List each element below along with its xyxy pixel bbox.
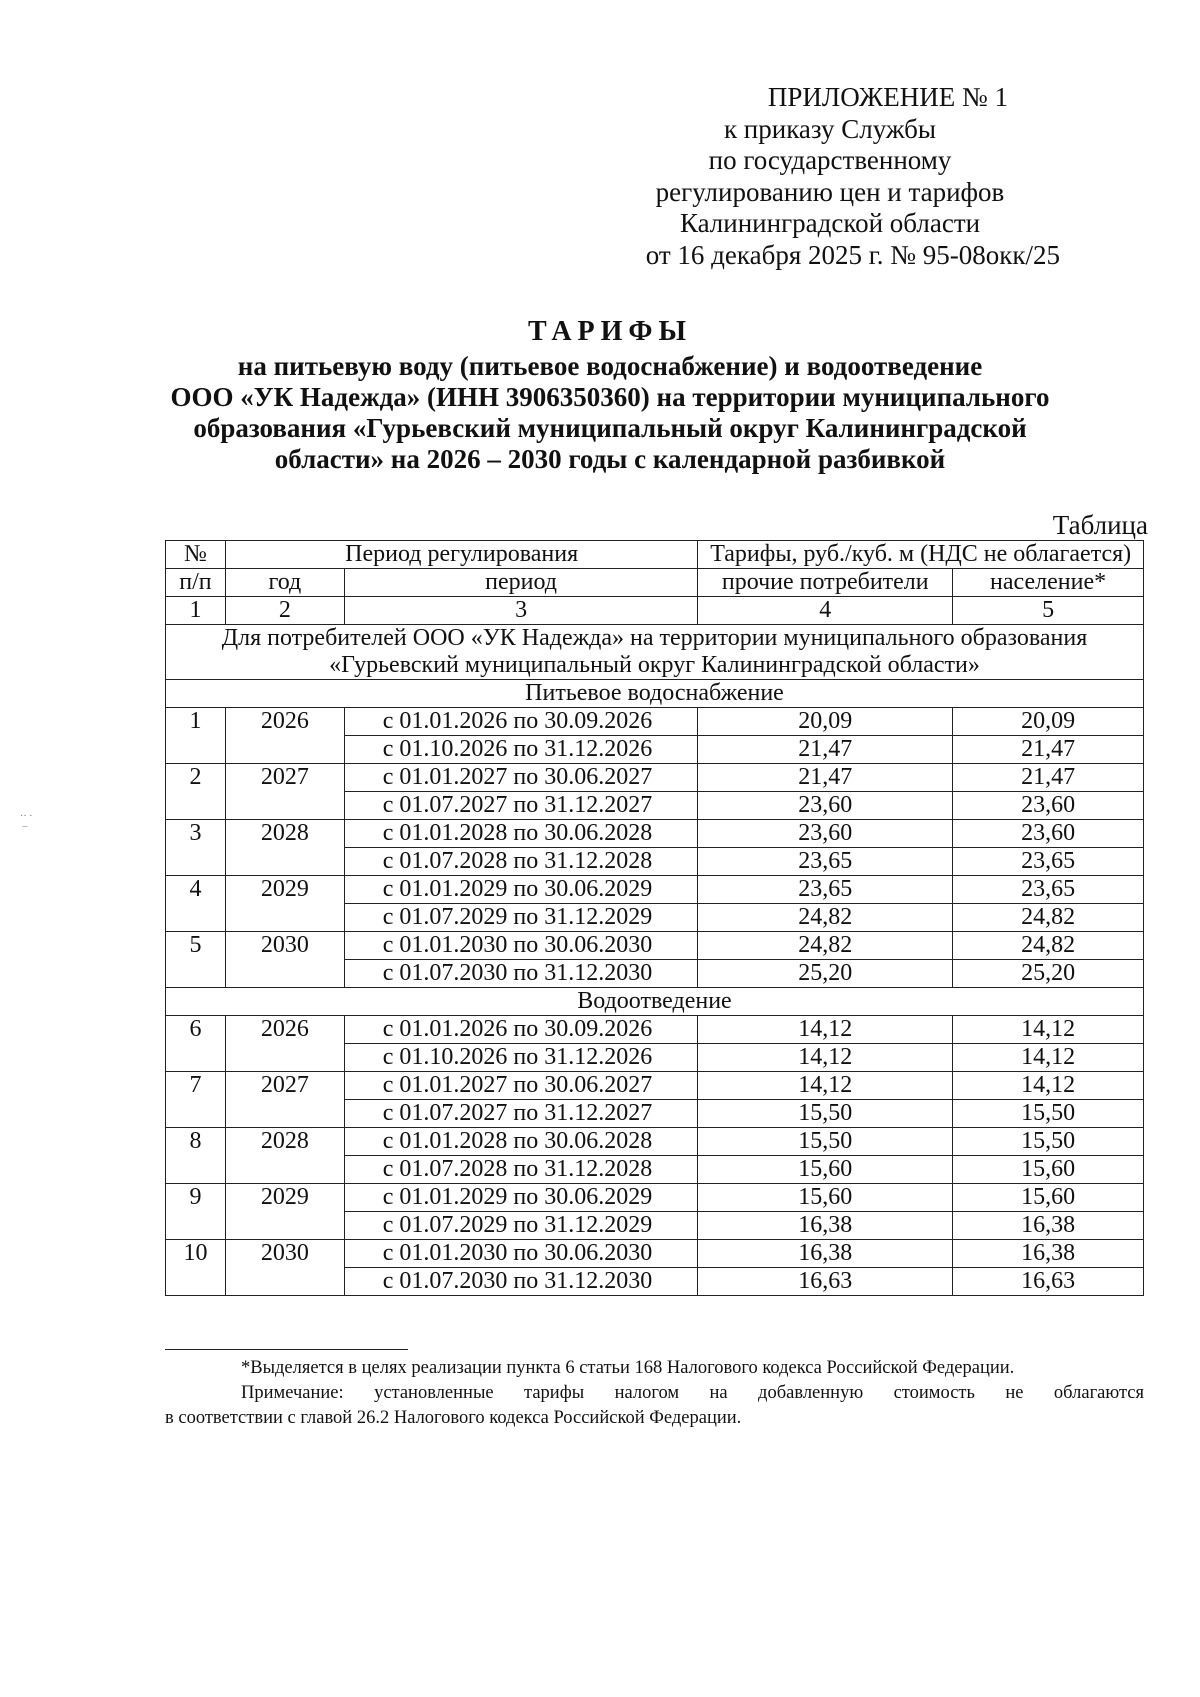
- table-row: [166, 932, 1144, 960]
- tariff-population: 16,38: [953, 1212, 1144, 1240]
- row-number: 5: [166, 932, 226, 988]
- order-date: от 16 декабря 2025 г. № 95-08окк/25: [645, 239, 1060, 270]
- tariff-population: 16,38: [953, 1240, 1144, 1268]
- table-row: [166, 764, 1144, 792]
- header-period-group: Период регулирования: [225, 541, 697, 569]
- row-period: с 01.01.2026 по 30.09.2026: [344, 708, 698, 736]
- tariff-other: 15,60: [698, 1156, 953, 1184]
- row-number: 10: [166, 1240, 226, 1296]
- tariff-population: 20,09: [953, 708, 1144, 736]
- row-period: с 01.01.2026 по 30.09.2026: [344, 1016, 698, 1044]
- tariff-other: 15,50: [698, 1100, 953, 1128]
- row-period: с 01.07.2030 по 31.12.2030: [344, 1268, 698, 1296]
- section-row: [166, 680, 1144, 708]
- row-period: с 01.10.2026 по 31.12.2026: [344, 736, 698, 764]
- table-caption: Таблица: [1052, 510, 1148, 540]
- row-year: 2026: [225, 708, 344, 764]
- tariff-population: 21,47: [953, 764, 1144, 792]
- header-num-2: п/п: [166, 569, 226, 597]
- table-row: [166, 1016, 1144, 1044]
- title-heading: ТАРИФЫ: [528, 316, 692, 347]
- tariff-population: 15,50: [953, 1128, 1144, 1156]
- row-period: с 01.07.2029 по 31.12.2029: [344, 1212, 698, 1240]
- tariff-other: 23,60: [698, 820, 953, 848]
- row-year: 2028: [225, 1128, 344, 1184]
- section-wastewater: Водоотведение: [166, 988, 1144, 1016]
- header-period: период: [344, 569, 698, 597]
- row-period: с 01.01.2030 по 30.06.2030: [344, 932, 698, 960]
- header-other-consumers: прочие потребители: [698, 569, 953, 597]
- row-period: с 01.07.2029 по 31.12.2029: [344, 904, 698, 932]
- row-number: 3: [166, 820, 226, 876]
- title-line: образования «Гурьевский муниципальный округ Калининградской: [193, 413, 1027, 443]
- tariff-population: 16,63: [953, 1268, 1144, 1296]
- tariff-other: 25,20: [698, 960, 953, 988]
- tariff-population: 23,60: [953, 820, 1144, 848]
- tariff-other: 23,65: [698, 876, 953, 904]
- table-row: [166, 708, 1144, 736]
- row-year: 2029: [225, 1184, 344, 1240]
- row-year: 2030: [225, 932, 344, 988]
- title-line: на питьевую воду (питьевое водоснабжение) и водоотведение: [237, 351, 983, 381]
- column-number: 3: [344, 597, 698, 625]
- notes-block: [165, 1356, 1144, 1431]
- header-population: население*: [953, 569, 1144, 597]
- tariff-other: 14,12: [698, 1016, 953, 1044]
- tariff-other: 23,65: [698, 848, 953, 876]
- appendix-line: по государственному: [708, 145, 952, 175]
- tariff-population: 15,50: [953, 1100, 1144, 1128]
- tariff-other: 24,82: [698, 932, 953, 960]
- column-number: 4: [698, 597, 953, 625]
- row-number: 8: [166, 1128, 226, 1184]
- footnote: *Выделяется в целях реализации пункта 6 статьи 168 Налогового кодекса Российской Федерации.: [241, 1358, 1015, 1378]
- tariff-other: 21,47: [698, 764, 953, 792]
- tariff-other: 20,09: [698, 708, 953, 736]
- table-row: [166, 876, 1144, 904]
- row-year: 2027: [225, 1072, 344, 1128]
- header-year: год: [225, 569, 344, 597]
- tariff-other: 15,50: [698, 1128, 953, 1156]
- tariff-population: 21,47: [953, 736, 1144, 764]
- tariff-other: 15,60: [698, 1184, 953, 1212]
- row-period: с 01.07.2027 по 31.12.2027: [344, 792, 698, 820]
- footnote-divider: [165, 1349, 408, 1350]
- scope-line: Для потребителей ООО «УК Надежда» на территории муниципального образования: [221, 625, 1088, 651]
- tariff-population: 24,82: [953, 904, 1144, 932]
- tariff-other: 14,12: [698, 1044, 953, 1072]
- section-water-supply: Питьевое водоснабжение: [166, 680, 1144, 708]
- column-number: 2: [225, 597, 344, 625]
- tariff-other: 24,82: [698, 904, 953, 932]
- scope-line: «Гурьевский муниципальный округ Калининградской области»: [329, 652, 980, 678]
- column-number-row: [166, 597, 1144, 625]
- row-year: 2029: [225, 876, 344, 932]
- row-period: с 01.10.2026 по 31.12.2026: [344, 1044, 698, 1072]
- row-period: с 01.01.2030 по 30.06.2030: [344, 1240, 698, 1268]
- row-number: 7: [166, 1072, 226, 1128]
- row-period: с 01.07.2027 по 31.12.2027: [344, 1100, 698, 1128]
- appendix-number: ПРИЛОЖЕНИЕ № 1: [767, 82, 1008, 112]
- table-row: [166, 820, 1144, 848]
- tariff-other: 16,63: [698, 1268, 953, 1296]
- scope-row: [166, 625, 1144, 680]
- row-year: 2028: [225, 820, 344, 876]
- tariff-population: 23,65: [953, 848, 1144, 876]
- tariff-population: 23,60: [953, 792, 1144, 820]
- scan-speck: ·· · –: [20, 811, 33, 832]
- row-year: 2027: [225, 764, 344, 820]
- tariff-population: 14,12: [953, 1072, 1144, 1100]
- tariff-population: 14,12: [953, 1044, 1144, 1072]
- column-number: 1: [166, 597, 226, 625]
- row-number: 2: [166, 764, 226, 820]
- row-period: с 01.07.2030 по 31.12.2030: [344, 960, 698, 988]
- row-period: с 01.01.2029 по 30.06.2029: [344, 1184, 698, 1212]
- row-period: с 01.01.2029 по 30.06.2029: [344, 876, 698, 904]
- section-row: [166, 988, 1144, 1016]
- row-period: с 01.01.2027 по 30.06.2027: [344, 764, 698, 792]
- header-row: [166, 541, 1144, 569]
- remark-line: Примечание: установленные тарифы налогом на добавленную стоимость не облагаются: [241, 1383, 1144, 1403]
- header-tariffs-group: Тарифы, руб./куб. м (НДС не облагается): [698, 541, 1144, 569]
- row-number: 1: [166, 708, 226, 764]
- row-number: 9: [166, 1184, 226, 1240]
- header-row: [166, 569, 1144, 597]
- title-line: ООО «УК Надежда» (ИНН 3906350360) на территории муниципального: [170, 382, 1050, 412]
- tariffs-table: [165, 540, 1144, 1296]
- table-row: [166, 1128, 1144, 1156]
- table-row: [166, 1240, 1144, 1268]
- row-number: 6: [166, 1016, 226, 1072]
- tariff-population: 15,60: [953, 1184, 1144, 1212]
- appendix-block: [600, 82, 1060, 271]
- tariff-other: 14,12: [698, 1072, 953, 1100]
- document-title: [150, 316, 1070, 475]
- tariff-other: 16,38: [698, 1212, 953, 1240]
- title-line: области» на 2026 – 2030 годы с календарной разбивкой: [274, 444, 946, 474]
- appendix-line: к приказу Службы: [723, 113, 937, 144]
- tariff-population: 15,60: [953, 1156, 1144, 1184]
- table-row: [166, 1184, 1144, 1212]
- tariff-population: 25,20: [953, 960, 1144, 988]
- tariff-population: 24,82: [953, 932, 1144, 960]
- row-period: с 01.07.2028 по 31.12.2028: [344, 1156, 698, 1184]
- table-row: [166, 1072, 1144, 1100]
- tariff-population: 14,12: [953, 1016, 1144, 1044]
- header-num-1: №: [166, 541, 226, 569]
- remark-line: в соответствии с главой 26.2 Налогового кодекса Российской Федерации.: [165, 1408, 742, 1428]
- row-year: 2030: [225, 1240, 344, 1296]
- tariff-other: 21,47: [698, 736, 953, 764]
- row-period: с 01.07.2028 по 31.12.2028: [344, 848, 698, 876]
- column-number: 5: [953, 597, 1144, 625]
- appendix-line: регулированию цен и тарифов: [655, 176, 1005, 207]
- appendix-line: Калининградской области: [679, 208, 981, 238]
- row-year: 2026: [225, 1016, 344, 1072]
- row-number: 4: [166, 876, 226, 932]
- scope-cell: [166, 625, 1144, 680]
- row-period: с 01.01.2027 по 30.06.2027: [344, 1072, 698, 1100]
- tariff-other: 16,38: [698, 1240, 953, 1268]
- row-period: с 01.01.2028 по 30.06.2028: [344, 1128, 698, 1156]
- row-period: с 01.01.2028 по 30.06.2028: [344, 820, 698, 848]
- tariff-population: 23,65: [953, 876, 1144, 904]
- tariff-other: 23,60: [698, 792, 953, 820]
